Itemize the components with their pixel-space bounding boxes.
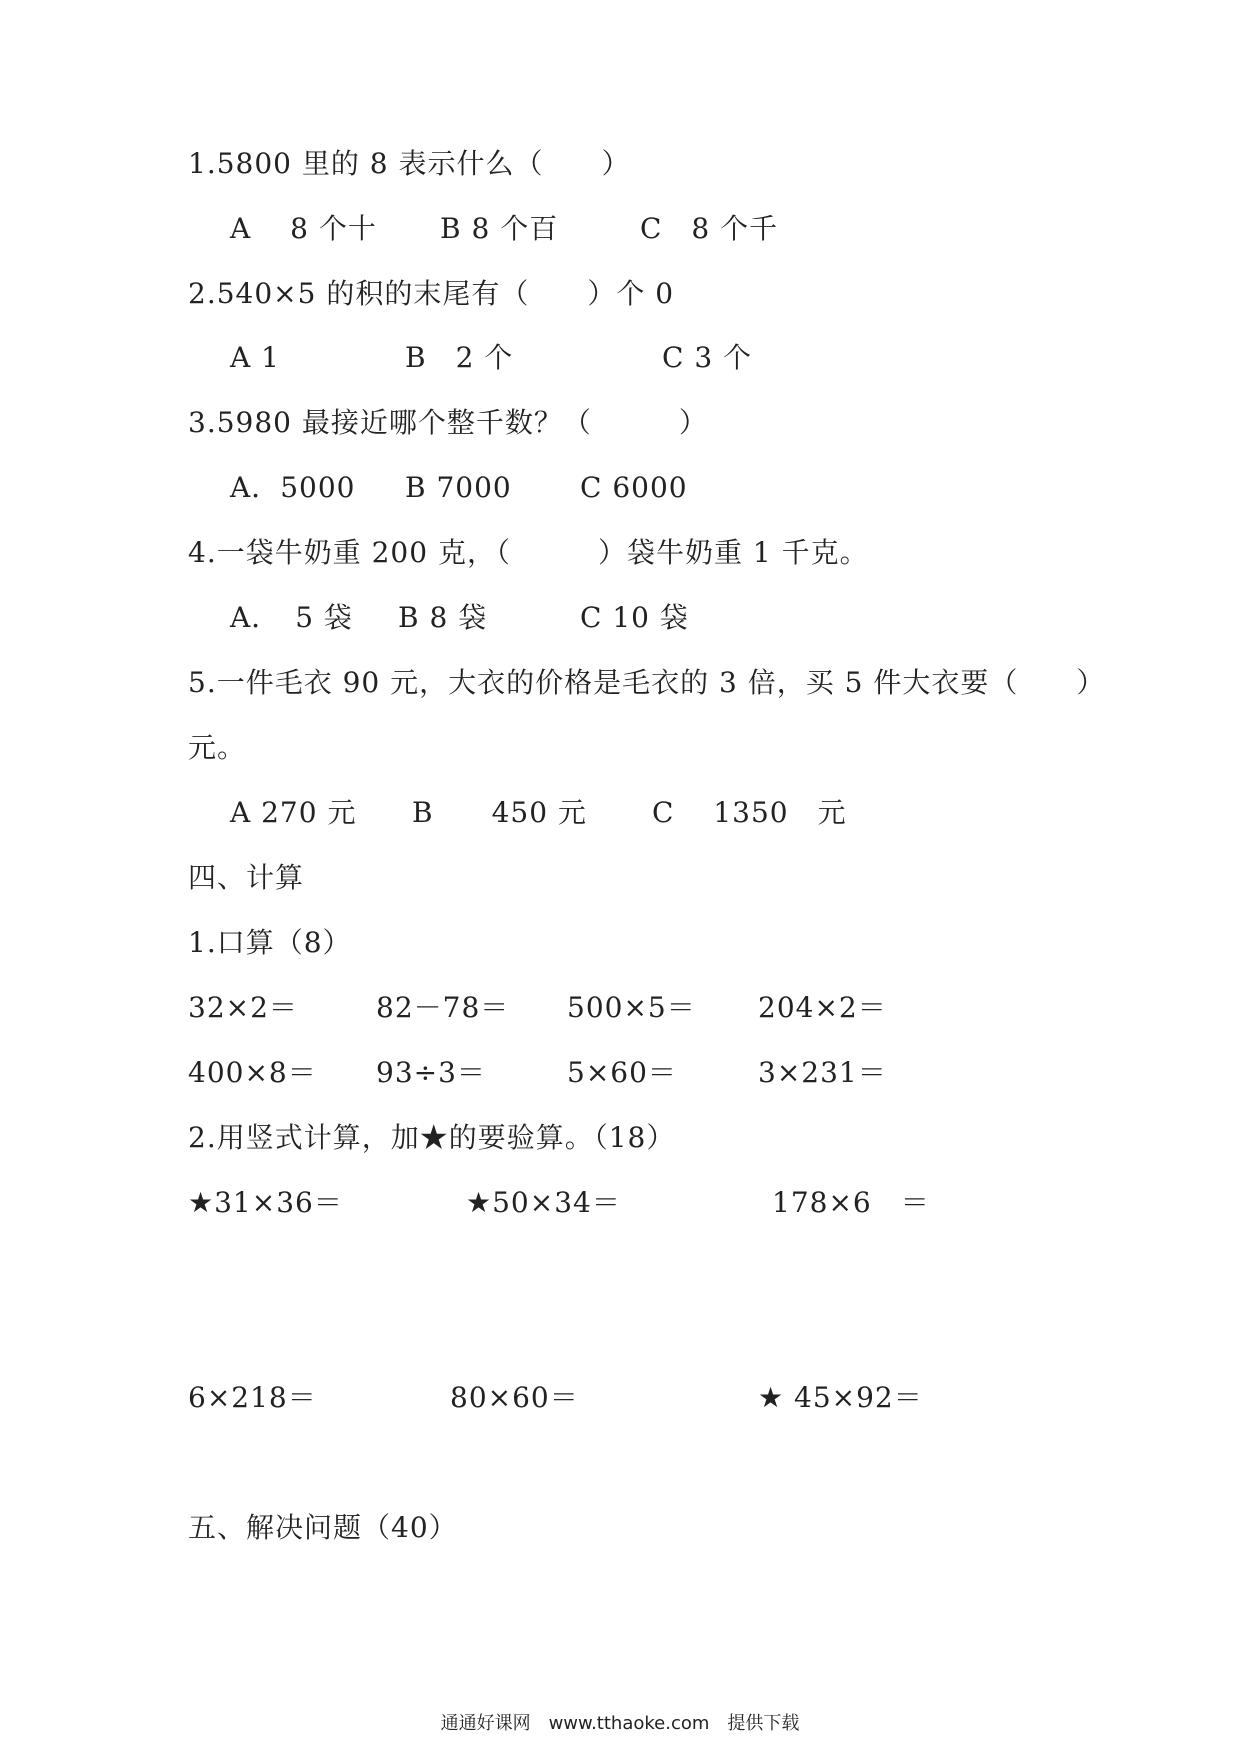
question-1-option-a: A 8 个十 (230, 212, 377, 245)
question-2-option-c: C 3 个 (662, 341, 753, 374)
question-5-option-a: A 270 元 (230, 796, 357, 829)
oral-calc-item: 32×2＝ (188, 991, 298, 1024)
question-1-stem: 1.5800 里的 8 表示什么（ ） (188, 147, 631, 180)
vertical-calc-item: 80×60＝ (450, 1381, 579, 1414)
section-4-title: 四、计算 (188, 861, 305, 894)
oral-calc-item: 93÷3＝ (376, 1056, 486, 1089)
question-5-option-b: B 450 元 (412, 796, 587, 829)
oral-calc-item: 5×60＝ (567, 1056, 677, 1089)
vertical-calc-item: 6×218＝ (188, 1381, 317, 1414)
question-3-option-b: B 7000 (405, 471, 512, 504)
question-3-option-c: C 6000 (580, 471, 688, 504)
vertical-calc-item: ★31×36＝ (188, 1186, 343, 1219)
vertical-calc-title: 2.用竖式计算，加★的要验算。（18） (188, 1121, 676, 1154)
footer-source: 通通好课网 www.tthaoke.com 提供下载 (440, 1713, 800, 1734)
oral-calc-item: 3×231＝ (758, 1056, 887, 1089)
question-4-stem: 4.一袋牛奶重 200 克，（ ）袋牛奶重 1 千克。 (188, 536, 869, 569)
oral-calc-item: 204×2＝ (758, 991, 887, 1024)
vertical-calc-item: ★50×34＝ (466, 1186, 621, 1219)
question-4-option-c: C 10 袋 (580, 601, 689, 634)
question-5-stem-line2: 元。 (188, 731, 247, 764)
oral-calc-title: 1.口算（8） (188, 926, 352, 959)
question-1-option-c: C 8 个千 (640, 212, 779, 245)
question-5-stem-line1: 5.一件毛衣 90 元，大衣的价格是毛衣的 3 倍，买 5 件大衣要（ ） (188, 666, 1106, 699)
question-2-option-a: A 1 (230, 341, 280, 374)
question-5-option-c: C 1350 元 (652, 796, 847, 829)
question-4-option-a: A． 5 袋 (230, 601, 353, 634)
question-3-stem: 3.5980 最接近哪个整千数？（ ） (188, 406, 708, 439)
section-5-title: 五、解决问题（40） (188, 1511, 458, 1544)
oral-calc-item: 500×5＝ (567, 991, 696, 1024)
question-1-option-b: B 8 个百 (440, 212, 559, 245)
question-2-stem: 2.540×5 的积的末尾有（ ）个 0 (188, 277, 675, 310)
question-4-option-b: B 8 袋 (398, 601, 488, 634)
question-3-option-a: A．5000 (230, 471, 356, 504)
question-2-option-b: B 2 个 (405, 341, 514, 374)
vertical-calc-item: 178×6 ＝ (772, 1186, 930, 1219)
vertical-calc-item: ★ 45×92＝ (758, 1381, 923, 1414)
oral-calc-item: 82－78＝ (376, 991, 510, 1024)
oral-calc-item: 400×8＝ (188, 1056, 317, 1089)
